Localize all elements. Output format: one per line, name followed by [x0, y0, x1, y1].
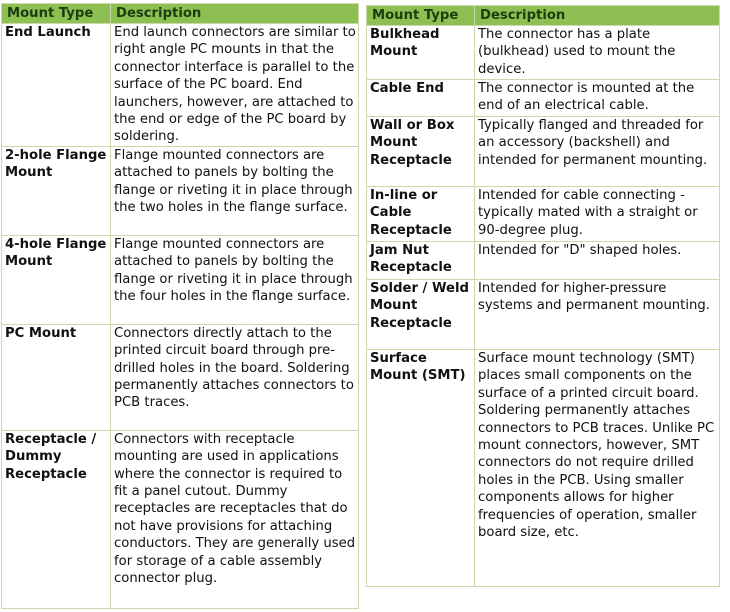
mount-type-name: 2-hole Flange Mount [5, 147, 107, 181]
mount-type-cell [367, 80, 475, 117]
mount-type-cell [367, 26, 475, 80]
mount-type-description: The connector has a plate (bulkhead) used to mount the device. [478, 27, 676, 77]
mount-type-description: Flange mounted connectors are attached to panels by bolting the flange or riveting it in place through the four holes in the flange surface. [114, 236, 353, 305]
mount-type-cell [2, 324, 111, 430]
description-header: Description [475, 6, 720, 26]
mount-type-cell [367, 187, 475, 242]
mount-type-name: End Launch [5, 25, 91, 40]
table-row [367, 187, 720, 242]
table-row [367, 80, 720, 117]
header-row [2, 4, 359, 24]
mount-type-name: Receptacle / Dummy Receptacle [5, 431, 97, 482]
mount-type-cell [367, 117, 475, 187]
table-row [367, 26, 720, 80]
description-cell [475, 350, 720, 587]
mount-type-description: Connectors directly attach to the printed circuit board through pre-drilled holes in the board. Soldering permanently attaches connectors to PCB traces. [114, 325, 354, 411]
table-row [2, 430, 359, 608]
description-cell [111, 324, 359, 430]
description-header: Description [111, 4, 359, 24]
right-mount-type-table [366, 5, 720, 587]
description-cell [475, 80, 720, 117]
table-row [2, 235, 359, 324]
mount-type-cell [367, 280, 475, 350]
mount-type-cell [2, 24, 111, 147]
mount-type-name: PC Mount [5, 325, 77, 341]
mount-type-cell [2, 430, 111, 608]
table-row [2, 146, 359, 235]
description-cell [111, 430, 359, 608]
mount-type-cell [2, 235, 111, 324]
mount-type-description: The connector is mounted at the end of an electrical cable. [478, 81, 695, 114]
left-mount-type-table [1, 3, 359, 609]
mount-type-name: Surface Mount (SMT) [370, 351, 466, 384]
description-cell [111, 24, 359, 147]
mount-type-description: Flange mounted connectors are attached to panels by bolting the flange or riveting it in place through the two holes in the flange surface. [114, 147, 353, 216]
mount-type-name: Wall or Box Mount Receptacle [370, 118, 455, 168]
mount-type-name: Cable End [370, 81, 444, 96]
table-row [367, 117, 720, 187]
description-cell [475, 26, 720, 80]
table-row [367, 350, 720, 587]
description-cell [475, 280, 720, 350]
mount-type-cell [367, 350, 475, 587]
description-cell [111, 146, 359, 235]
mount-type-name: In-line or Cable Receptacle [370, 188, 452, 238]
table-row [367, 280, 720, 350]
description-cell [475, 117, 720, 187]
table-row [2, 324, 359, 430]
table-row [367, 242, 720, 280]
mount-type-name: Jam Nut Receptacle [370, 243, 452, 276]
mount-type-header: Mount Type [2, 4, 111, 24]
mount-type-description: Surface mount technology (SMT) places small components on the surface of a printed circuit board. Soldering permanently attaches connectors to PCB traces. Unlike PC mount connectors, however, SMT connectors do not require drilled holes in the PCB. Using smaller components allows for higher frequencies of operation, smaller board size, etc. [478, 351, 715, 541]
mount-type-header: Mount Type [367, 6, 475, 26]
mount-type-name: Solder / Weld Mount Receptacle [370, 281, 469, 331]
description-cell [475, 242, 720, 280]
table-row [2, 24, 359, 147]
mount-type-description: Connectors with receptacle mounting are used in applications where the connector is required to fit a panel cutout. Dummy receptacles are receptacles that do not have provisions for attaching conductors. They are generally used for storage of a cable assembly connector plug. [114, 431, 356, 587]
mount-type-description: Intended for cable connecting - typically mated with a straight or 90-degree plug. [478, 188, 698, 238]
description-cell [111, 235, 359, 324]
mount-type-name: 4-hole Flange Mount [5, 236, 107, 270]
description-cell [475, 187, 720, 242]
mount-type-description: Typically flanged and threaded for an accessory (backshell) and intended for permanent mounting. [478, 118, 708, 168]
mount-type-description: End launch connectors are similar to right angle PC mounts in that the connector interface is parallel to the surface of the PC board. End launchers, however, are attached to the end or edge of the PC board by soldering. [114, 25, 356, 145]
mount-type-description: Intended for "D" shaped holes. [478, 243, 682, 258]
mount-type-cell [2, 146, 111, 235]
header-row [367, 6, 720, 26]
mount-type-cell [367, 242, 475, 280]
mount-type-name: Bulkhead Mount [370, 27, 440, 60]
mount-type-description: Intended for higher-pressure systems and permanent mounting. [478, 281, 710, 314]
